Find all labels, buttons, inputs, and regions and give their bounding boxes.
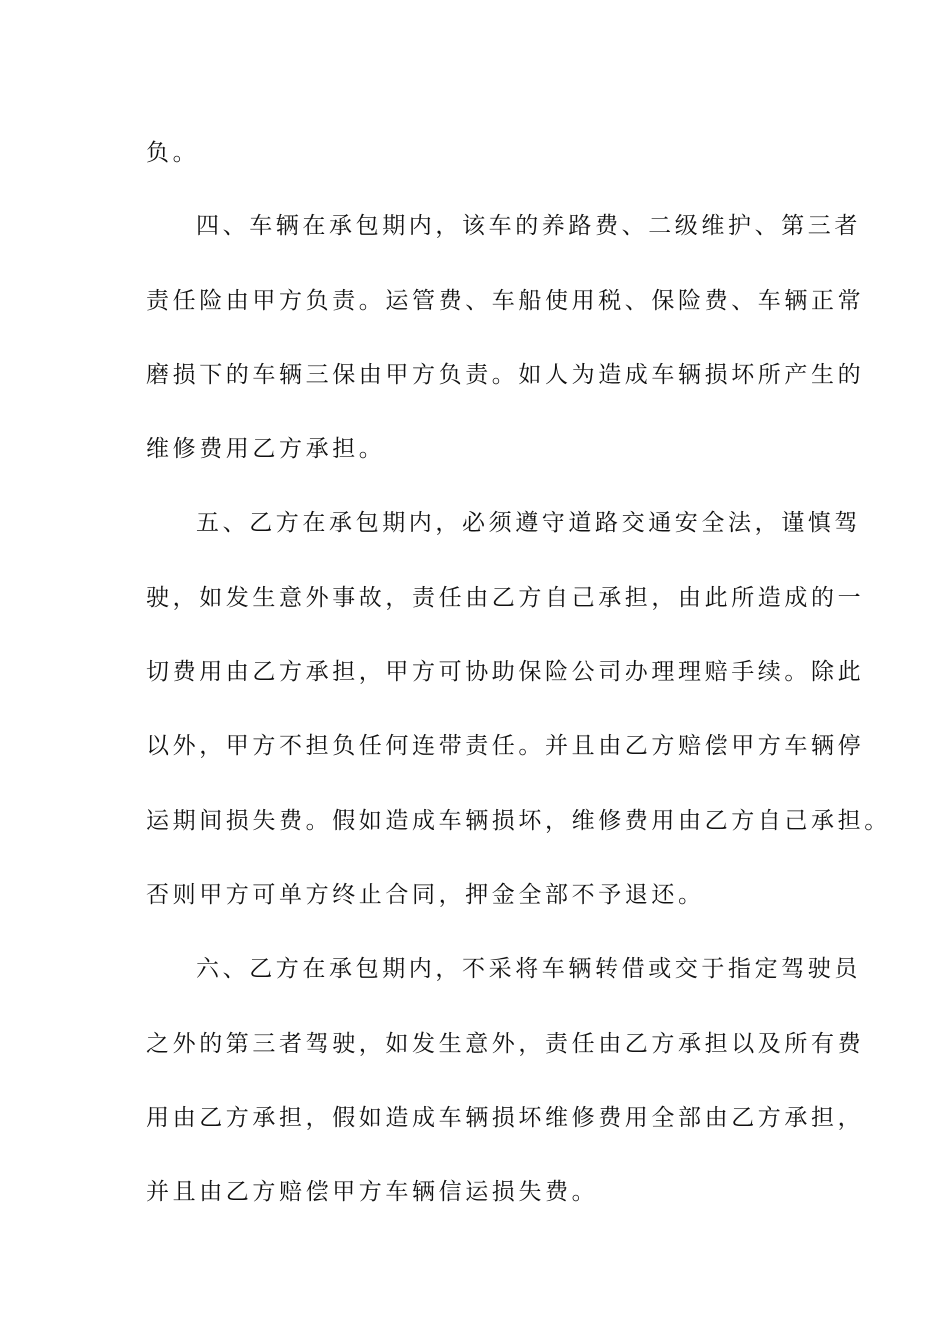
- text-line: 磨损下的车辆三保由甲方负责。如人为造成车辆损坏所产生的: [146, 362, 865, 388]
- text-line: 以外，甲方不担负任何连带责任。并且由乙方赔偿甲方车辆停: [146, 733, 865, 759]
- clause-5-first-line: 五、乙方在承包期内，必须遵守道路交通安全法，谨慎驾: [196, 510, 861, 536]
- text-line: 之外的第三者驾驶，如发生意外，责任由乙方承担以及所有费: [146, 1031, 865, 1057]
- clause-6-first-line: 六、乙方在承包期内，不采将车辆转借或交于指定驾驶员: [196, 956, 861, 982]
- text-line: 否则甲方可单方终止合同，押金全部不予退还。: [146, 882, 705, 908]
- text-line: 驶，如发生意外事故，责任由乙方自己承担，由此所造成的一: [146, 585, 865, 611]
- text-line: 并且由乙方赔偿甲方车辆信运损失费。: [146, 1179, 599, 1205]
- clause-4-first-line: 四、车辆在承包期内，该车的养路费、二级维护、第三者: [196, 213, 861, 239]
- text-line: 维修费用乙方承担。: [146, 436, 386, 462]
- text-line: 负。: [146, 140, 200, 166]
- text-line: 用由乙方承担，假如造成车辆损坏维修费用全部由乙方承担，: [146, 1105, 865, 1131]
- text-line: 切费用由乙方承担，甲方可协助保险公司办理理赔手续。除此: [146, 659, 865, 685]
- text-line: 运期间损失费。假如造成车辆损坏，维修费用由乙方自己承担。: [146, 808, 891, 834]
- text-line: 责任险由甲方负责。运管费、车船使用税、保险费、车辆正常: [146, 288, 865, 314]
